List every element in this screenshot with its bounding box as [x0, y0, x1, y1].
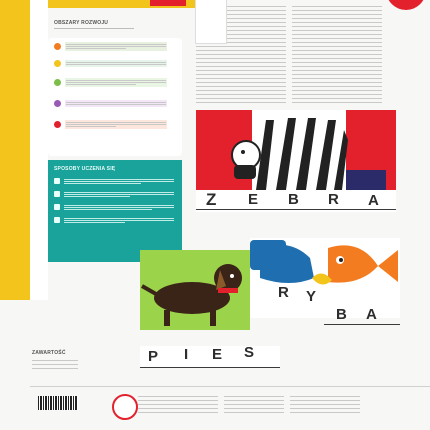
- dev-row-2: [54, 60, 167, 67]
- top-right-thumbnail: [195, 0, 227, 44]
- zebra-letters: [196, 190, 396, 210]
- learning-methods-title: SPOSOBY UCZENIA SIĘ: [54, 166, 116, 172]
- methods-list: [54, 178, 174, 224]
- dev-row-4: [54, 100, 167, 107]
- pies-letters: [140, 346, 280, 368]
- development-areas-title: OBSZARY ROZWOJU: [54, 20, 109, 26]
- dog-puzzle: [140, 250, 250, 330]
- title-underline: [54, 28, 134, 29]
- contents-title: ZAWARTOŚĆ: [32, 350, 66, 356]
- ryba-letter-b: B: [336, 306, 347, 323]
- left-yellow-stripe: [0, 0, 30, 300]
- footer-text-2: [224, 396, 284, 416]
- bottom-left-stripe: [0, 300, 30, 430]
- dev-row-1: [54, 42, 167, 51]
- footer-text-1: [138, 396, 218, 416]
- zebra-letter-a: A: [368, 192, 379, 209]
- eye-icon: [54, 191, 60, 197]
- heart-icon: [54, 121, 61, 128]
- zebra-illustration: [196, 110, 396, 190]
- top-red-tab: [150, 0, 186, 6]
- pies-letter-e: E: [212, 346, 223, 363]
- puzzle-piece-icon: [54, 178, 60, 184]
- zebra-letter-z: Z: [206, 190, 217, 209]
- star-icon: [54, 60, 61, 67]
- logo-icon: [112, 394, 138, 420]
- contents-text: [32, 360, 78, 372]
- zebra-letter-b: B: [288, 191, 299, 208]
- barcode: [38, 396, 78, 410]
- pies-letter-p: P: [148, 348, 159, 365]
- zebra-letter-e: E: [248, 191, 259, 208]
- ryba-letter-r: R: [278, 284, 289, 301]
- footer-divider: [30, 386, 430, 387]
- pies-letter-s: S: [244, 344, 255, 361]
- ryba-letter-a: A: [366, 306, 377, 323]
- brain-icon: [54, 217, 60, 223]
- hand-icon: [54, 204, 60, 210]
- zebra-puzzle: [196, 110, 396, 190]
- top-right-red-badge: [386, 0, 426, 10]
- ryba-letter-y: Y: [306, 288, 317, 305]
- hand-icon: [54, 100, 61, 107]
- dev-row-3: [54, 78, 167, 87]
- ryba-letters: [250, 284, 400, 324]
- left-stripe-strip: [30, 0, 48, 300]
- dev-row-5: [54, 120, 167, 129]
- pies-letter-i: I: [184, 346, 189, 363]
- dog-illustration: [140, 250, 250, 330]
- development-areas-panel: [48, 20, 182, 156]
- description-text-block-2: [292, 6, 382, 106]
- footer-text-3: [290, 396, 360, 416]
- zebra-letter-r: R: [328, 191, 339, 208]
- dog-tag-icon: [250, 240, 286, 270]
- brain-icon: [54, 79, 61, 86]
- learning-methods-panel: [48, 160, 182, 262]
- puzzle-piece-icon: [54, 43, 61, 50]
